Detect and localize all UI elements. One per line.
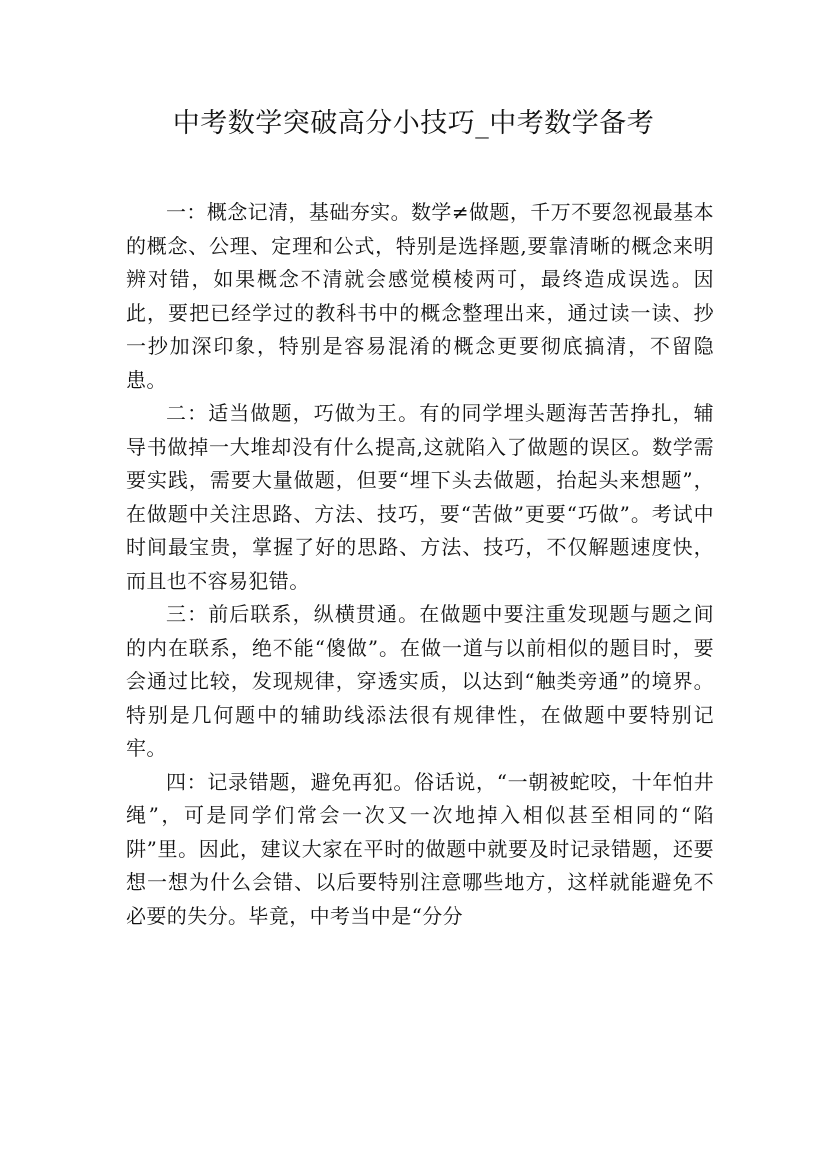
paragraph-2: 二：适当做题，巧做为王。有的同学埋头题海苦苦挣扎，辅导书做掉一大堆却没有什么提高,这就陷入了做题的误区。数学需要实践，需要大量做题，但要“埋下头去做题，抬起头来想题”，在做题中关注思路、方法、技巧，要“苦做”更要“巧做”。考试中时间最宝贵，掌握了好的思路、方法、技巧，不仅解题速度快，而且也不容易犯错。 (126, 401, 714, 593)
paragraph-1: 一：概念记清，基础夯实。数学≠做题，千万不要忽视最基本的概念、公理、定理和公式，特别是选择题,要靠清晰的概念来明辨对错，如果概念不清就会感觉模棱两可，最终造成误选。因此，要把已经学过的教科书中的概念整理出来，通过读一读、抄一抄加深印象，特别是容易混淆的概念更要彻底搞清，不留隐患。 (126, 200, 714, 392)
document-title: 中考数学突破高分小技巧_中考数学备考 (172, 108, 655, 139)
document-body (126, 196, 714, 933)
paragraph-4: 四：记录错题，避免再犯。俗话说，“一朝被蛇咬，十年怕井绳”，可是同学们常会一次又一次地掉入相似甚至相同的“陷阱”里。因此，建议大家在平时的做题中就要及时记录错题，还要想一想为什么会错、以后要特别注意哪些地方，这样就能避免不必要的失分。毕竟，中考当中是“分分 (126, 769, 714, 928)
paragraph-3: 三：前后联系，纵横贯通。在做题中要注重发现题与题之间的内在联系，绝不能“傻做”。在做一道与以前相似的题目时，要会通过比较，发现规律，穿透实质，以达到“触类旁通”的境界。特别是几何题中的辅助线添法很有规律性，在做题中要特别记牢。 (126, 602, 714, 760)
